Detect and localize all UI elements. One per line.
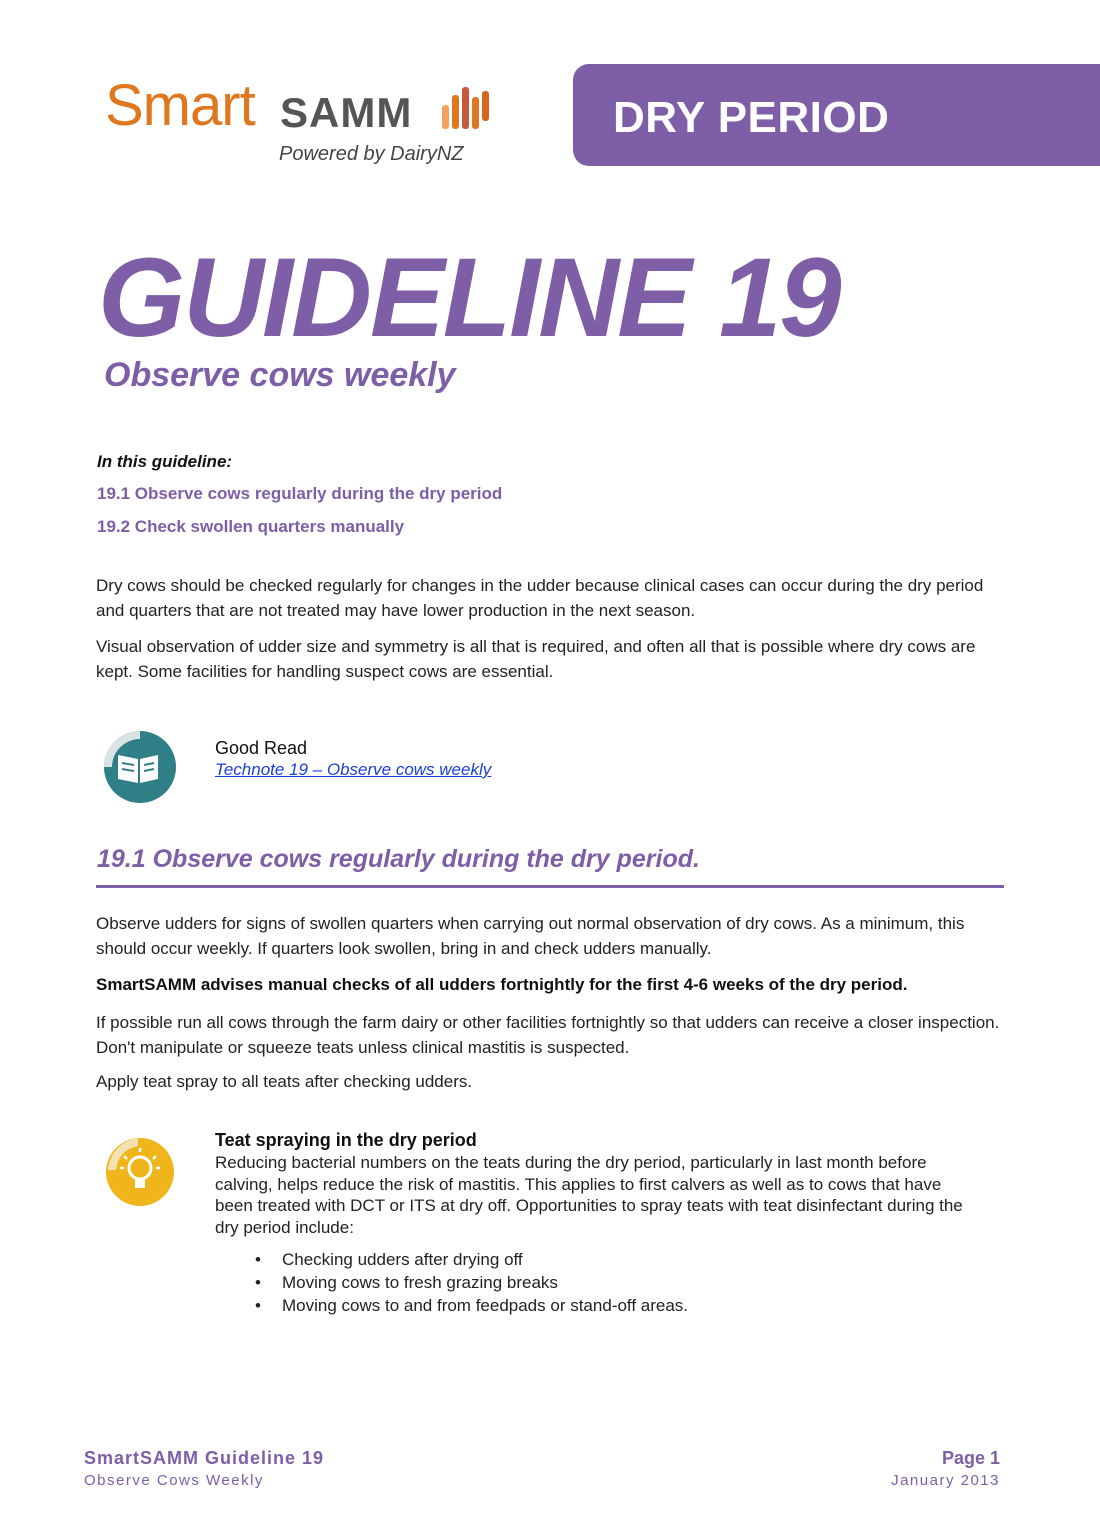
section-banner <box>573 64 1100 166</box>
tip-list <box>255 1248 688 1317</box>
logo-smart-text: Smart <box>105 73 255 138</box>
toc-link-19-2[interactable]: 19.2 Check swollen quarters manually <box>97 517 405 536</box>
footer-guideline-subtitle: Observe Cows Weekly <box>84 1472 264 1489</box>
list-item: • Moving cows to fresh grazing breaks <box>255 1271 688 1294</box>
toc-heading: In this guideline: <box>97 452 233 471</box>
logo-bars-icon <box>440 83 500 133</box>
section-divider <box>96 885 1004 888</box>
good-read-label: Good Read <box>215 738 308 758</box>
tip-body: Reducing bacterial numbers on the teats during the dry period, particularly in last month before calving, helps reduce the risk of mastitis. This applies to first calvers as well as to cows that have been treated with DCT or ITS at dry off. Opportunities to spray teats with teat disinfectant during the dry period include: <box>215 1153 963 1237</box>
banner-label: DRY PERIOD <box>613 93 890 142</box>
section-paragraph: Apply teat spray to all teats after checking udders. <box>96 1072 473 1091</box>
toc-link-19-1[interactable]: 19.1 Observe cows regularly during the dry period <box>97 484 503 503</box>
tip-heading: Teat spraying in the dry period <box>215 1130 477 1150</box>
section-paragraph: Observe udders for signs of swollen quarters when carrying out normal observation of dry cows. As a minimum, this should occur weekly. If quarters look swollen, bring in and check udders manually. <box>96 914 965 958</box>
technote-link[interactable]: Technote 19 – Observe cows weekly <box>215 760 492 779</box>
logo-samm-text: SAMM <box>280 89 413 136</box>
footer-date: January 2013 <box>891 1472 1000 1489</box>
section-heading: 19.1 Observe cows regularly during the dry period. <box>97 845 700 873</box>
section-paragraph: If possible run all cows through the farm dairy or other facilities fortnightly so that udders can receive a closer inspection. Don't manipulate or squeeze teats unless clinical mastitis is suspected. <box>96 1013 1000 1057</box>
section-advice-bold: SmartSAMM advises manual checks of all udders fortnightly for the first 4-6 weeks of the dry period. <box>96 975 908 994</box>
list-item: • Moving cows to and from feedpads or stand-off areas. <box>255 1294 688 1317</box>
footer-page-number: Page 1 <box>941 1448 1000 1468</box>
book-icon <box>96 725 178 807</box>
lightbulb-icon <box>98 1130 178 1210</box>
intro-paragraph: Visual observation of udder size and symmetry is all that is required, and often all that is possible where dry cows are kept. Some facilities for handling suspect cows are essential. <box>96 637 976 681</box>
page-title: GUIDELINE 19 <box>98 235 840 360</box>
logo-powered-by: Powered by DairyNZ <box>279 143 464 165</box>
list-item: • Checking udders after drying off <box>255 1248 688 1271</box>
intro-paragraph: Dry cows should be checked regularly for changes in the udder because clinical cases can occur during the dry period and quarters that are not treated may have lower production in the next season. <box>96 576 984 620</box>
page-subtitle: Observe cows weekly <box>104 356 456 394</box>
footer-guideline-title: SmartSAMM Guideline 19 <box>84 1448 325 1468</box>
smartsamm-logo <box>105 75 525 185</box>
